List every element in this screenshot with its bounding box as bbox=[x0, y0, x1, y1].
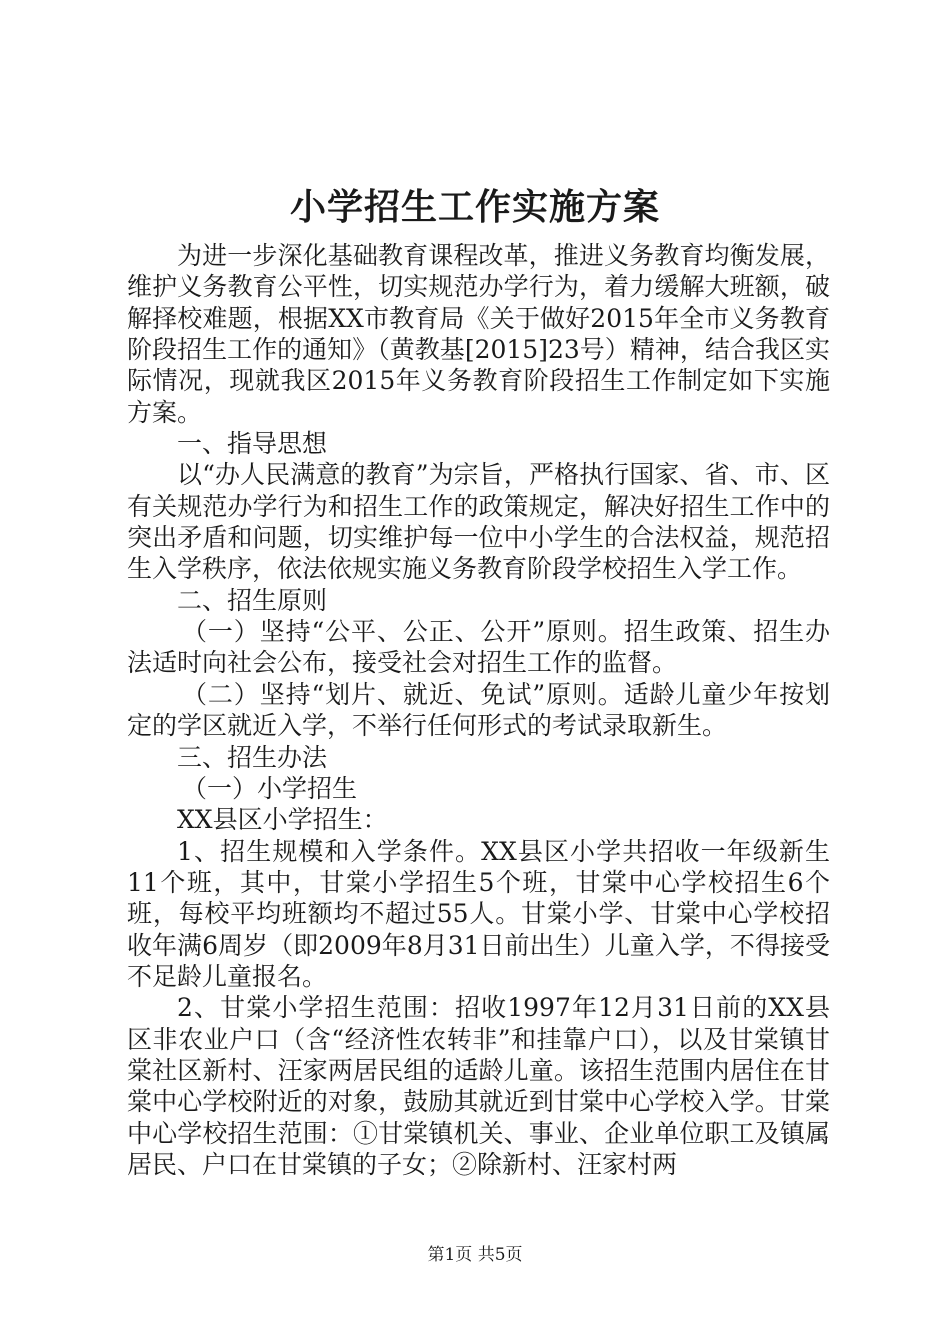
paragraph-guiding-ideology: 以“办人民满意的教育”为宗旨，严格执行国家、省、市、区有关规范办学行为和招生工作的政策规定，解决好招生工作中的突出矛盾和问题，切实维护每一位中小学生的合法权益，规范招生入学秩序，依法依规实施义务教育阶段学校招生入学工作。 bbox=[127, 460, 830, 584]
paragraph-scale-conditions: 1、招生规模和入学条件。XX县区小学共招收一年级新生11个班，其中，甘棠小学招生5个班，甘棠中心学校招生6个班，每校平均班额均不超过55人。甘棠小学、甘棠中心学校招收年满6周岁（即2009年8月31日前出生）儿童入学，不得接受不足龄儿童报名。 bbox=[127, 836, 830, 991]
document-body bbox=[127, 240, 830, 1180]
paragraph-enrollment-scope: 2、甘棠小学招生范围：招收1997年12月31日前的XX县区非农业户口（含“经济性农转非”和挂靠户口），以及甘棠镇甘棠社区新村、汪家两居民组的适龄儿童。该招生范围内居住在甘棠中心学校附近的对象，鼓励其就近到甘棠中心学校入学。甘棠中心学校招生范围：①甘棠镇机关、事业、企业单位职工及镇属居民、户口在甘棠镇的子女；②除新村、汪家村两 bbox=[127, 993, 830, 1179]
heading-guiding-ideology: 一、指导思想 bbox=[177, 429, 328, 459]
paragraph-intro: 为进一步深化基础教育课程改革，推进义务教育均衡发展，维护义务教育公平性，切实规范办学行为，着力缓解大班额，破解择校难题，根据XX市教育局《关于做好2015年全市义务教育阶段招生工作的通知》（黄教基[2015]23号）精神，结合我区实际情况，现就我区2015年义务教育阶段招生工作制定如下实施方案。 bbox=[127, 241, 830, 427]
paragraph-principle-1: （一）坚持“公平、公正、公开”原则。招生政策、招生办法适时向社会公布，接受社会对招生工作的监督。 bbox=[127, 617, 830, 678]
paragraph-principle-2: （二）坚持“划片、就近、免试”原则。适龄儿童少年按划定的学区就近入学，不举行任何形式的考试录取新生。 bbox=[127, 679, 830, 741]
subheading-county-primary: XX县区小学招生： bbox=[177, 805, 388, 835]
document-title: 小学招生工作实施方案 bbox=[289, 187, 660, 228]
page-footer: 第1页 共5页 bbox=[427, 1245, 523, 1265]
heading-enrollment-methods: 三、招生办法 bbox=[177, 742, 328, 772]
subheading-primary-enrollment: （一）小学招生 bbox=[182, 773, 358, 803]
heading-enrollment-principles: 二、招生原则 bbox=[177, 585, 328, 615]
